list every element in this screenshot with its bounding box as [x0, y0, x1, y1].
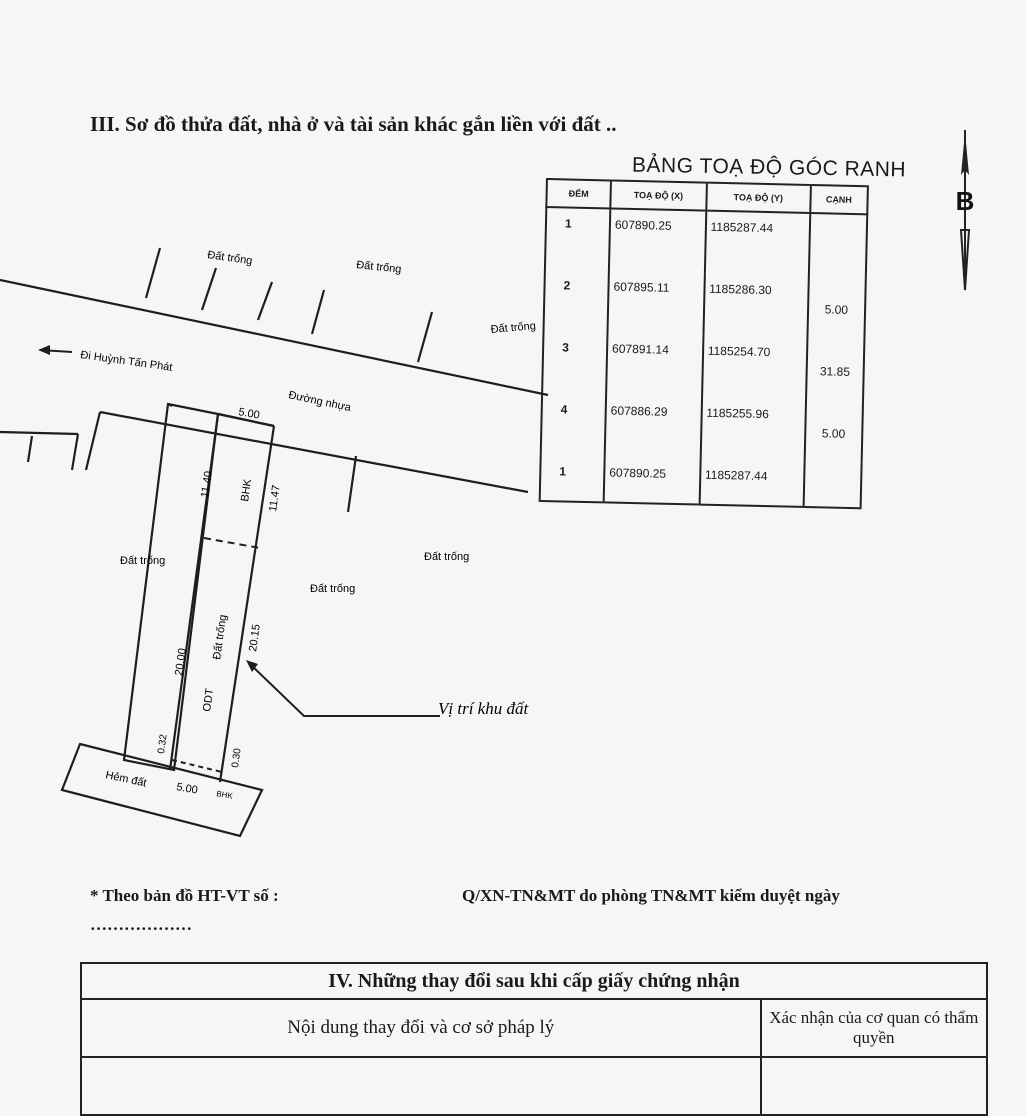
empty-lot-label: Đất trống — [120, 555, 166, 567]
left-bottom-side-label: 0.32 — [156, 733, 170, 755]
odt-label: ODT — [201, 687, 217, 713]
right-main-side-label: 20.15 — [247, 623, 263, 653]
alley-label: Hẻm đất — [104, 769, 148, 790]
setback-line-top — [204, 538, 260, 548]
row-y: 1185254.70 — [702, 336, 807, 400]
location-pointer-icon — [246, 660, 440, 716]
bottom-width-label: 5.00 — [175, 781, 199, 797]
empty-lot-label: Đất trống — [424, 551, 470, 563]
boundary-lines — [0, 248, 548, 836]
row-x: 607895.11 — [607, 271, 704, 335]
north-label: B — [955, 186, 975, 216]
row-edge: 5.00 — [804, 400, 863, 463]
header-edge: CẠNH — [810, 185, 868, 214]
changes-table — [80, 962, 988, 1092]
map-note-prefix: * Theo bản đồ HT-VT số : — [90, 886, 279, 905]
bhk-bottom-label: BHK — [215, 789, 234, 801]
row-edge: 31.85 — [806, 338, 865, 401]
row-y: 1185255.96 — [700, 398, 805, 462]
map-note-suffix: Q/XN-TN&MT do phòng TN&MT kiểm duyệt ngày — [462, 886, 840, 905]
right-bottom-side-label: 0.30 — [230, 747, 244, 769]
empty-lot-label: Đất trống — [310, 583, 356, 595]
changes-content-header: Nội dung thay đổi và cơ sở pháp lý — [81, 999, 761, 1057]
header-y: TOẠ ĐỘ (Y) — [706, 183, 811, 213]
coordinate-table-title: BẢNG TOẠ ĐỘ GÓC RANH — [631, 153, 907, 182]
changes-authority-header: Xác nhận của cơ quan có thẩm quyền — [761, 999, 988, 1057]
inner-empty-lot-label: Đất trống — [211, 613, 230, 661]
row-point: 2 — [544, 270, 609, 333]
row-point: 3 — [542, 332, 607, 395]
section-title: III. Sơ đồ thửa đất, nhà ở và tài sản khác gắn liền với đất .. — [90, 112, 617, 136]
left-main-side-label: 20.00 — [173, 647, 189, 677]
row-point: 4 — [541, 394, 606, 457]
location-label: Vị trí khu đất — [438, 699, 529, 718]
asphalt-road-label: Đường nhựa — [287, 389, 353, 415]
row-x: 607890.25 — [604, 457, 701, 504]
row-x: 607886.29 — [605, 395, 702, 459]
empty-lot-label: Đất trống — [490, 320, 537, 336]
row-y: 1185287.44 — [699, 460, 804, 507]
row-x: 607891.14 — [606, 333, 703, 397]
bhk-top-label: BHK — [239, 478, 255, 503]
top-width-label: 5.00 — [237, 406, 261, 422]
row-x: 607890.25 — [609, 208, 706, 273]
row-point: 1 — [545, 207, 610, 271]
row-y: 1185286.30 — [703, 274, 808, 338]
row-edge: 5.00 — [807, 276, 866, 339]
road-direction-arrow-icon — [38, 345, 72, 355]
empty-lot-label: Đất trống — [355, 259, 402, 276]
road-direction-label: Đi Huỳnh Tấn Phát — [79, 349, 174, 374]
changes-content-cell — [81, 1057, 761, 1115]
changes-title: IV. Những thay đổi sau khi cấp giấy chứng nhận — [81, 963, 987, 999]
header-x: TOẠ ĐỘ (X) — [610, 180, 706, 210]
row-y: 1185287.44 — [705, 211, 810, 276]
header-point: ĐỂM — [546, 179, 611, 208]
empty-lot-label: Đất trống — [206, 249, 254, 268]
right-top-side-label: 11.47 — [267, 484, 283, 513]
row-point: 1 — [540, 456, 605, 502]
map-note-dots: ……………… — [90, 915, 192, 934]
changes-authority-cell — [761, 1057, 988, 1115]
left-top-side-label: 11.40 — [199, 470, 215, 499]
